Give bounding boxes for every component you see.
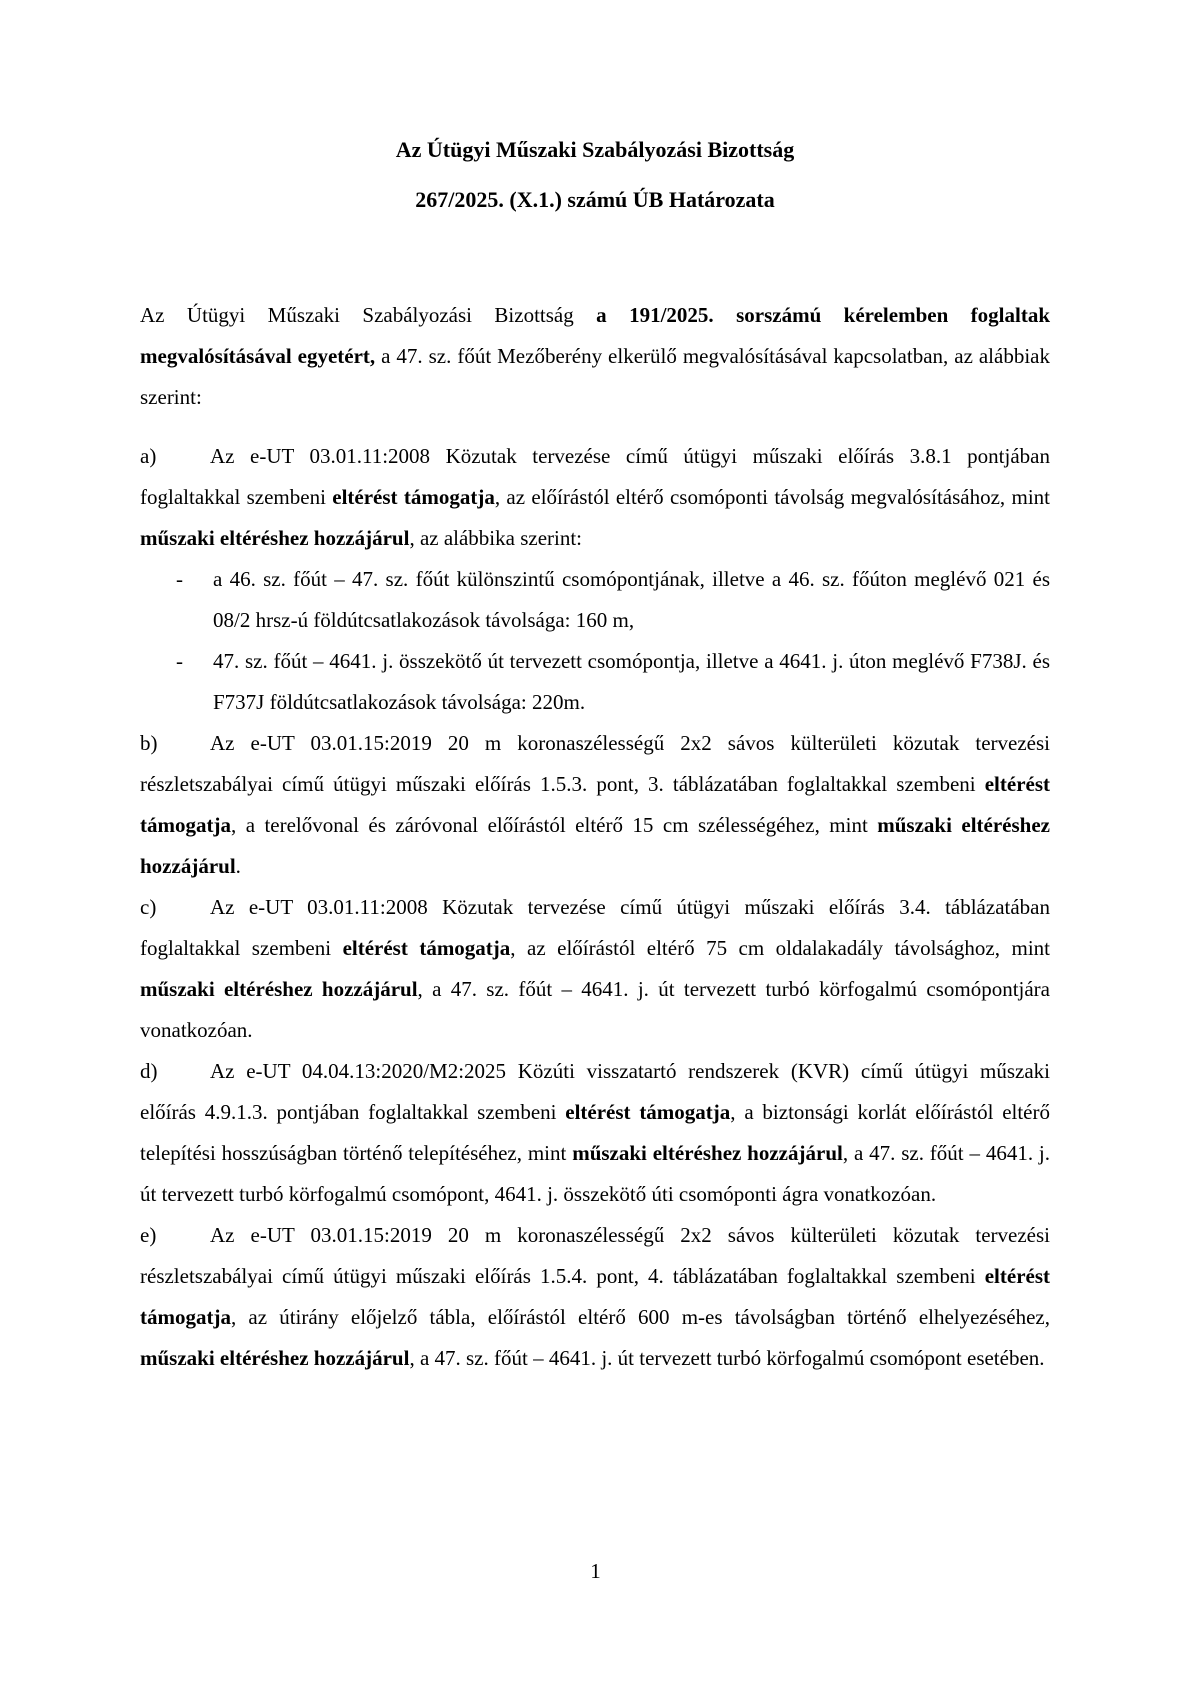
text-run: Az e-UT 03.01.15:2019 20 m koronaszélességű 2x2 sávos külterületi közutak tervezési részletszabályai című útügyi műszaki előírás 1.5.4. pont, 4. táblázatában foglaltakkal szembeni <box>140 1223 1050 1288</box>
bold-text-run: eltérést támogatja <box>565 1100 731 1124</box>
text-run: a 47. sz. főút Mezőberény elkerülő megvalósításával kapcsolatban, az alábbiak szerint: <box>140 344 1050 409</box>
title-line-1: Az Útügyi Műszaki Szabályozási Bizottság <box>395 137 795 162</box>
document-body <box>140 295 1050 1379</box>
text-run: 47. sz. főút – 4641. j. összekötő út tervezett csomópontja, illetve a 4641. j. úton meglévő F738J. és F737J földútcsatlakozások távolsága: 220m. <box>213 649 1050 714</box>
text-run: Az e-UT 03.01.15:2019 20 m koronaszélességű 2x2 sávos külterületi közutak tervezési részletszabályai című útügyi műszaki előírás 1.5.3. pont, 3. táblázatában foglaltakkal szembeni <box>140 731 1050 796</box>
text-run: , az útirány előjelző tábla, előírástól eltérő 600 m-es távolságban történő elhelyezéséhez, <box>230 1305 1050 1329</box>
dash-marker: - <box>176 649 183 673</box>
dash-marker: - <box>176 567 183 591</box>
text-run: , az előírástól eltérő csomóponti távolság megvalósításához, mint <box>494 485 1050 509</box>
bold-text-run: eltérést támogatja <box>140 1264 1050 1329</box>
section-letter: a) <box>140 444 157 468</box>
section-letter: b) <box>140 731 158 755</box>
text-run: , a 47. sz. főút – 4641. j. út tervezett turbó körfogalmú csomópont, 4641. j. összekötő úti csomóponti ágra vonatkozóan. <box>140 1141 1050 1206</box>
text-run: a 46. sz. főút – 47. sz. főút különszintű csomópontjának, illetve a 46. sz. főúton meglévő 021 és 08/2 hrsz-ú földútcsatlakozások távolsága: 160 m, <box>213 567 1050 632</box>
text-run: Az Útügyi Műszaki Szabályozási Bizottság <box>140 303 597 327</box>
text-run: Az e-UT 03.01.11:2008 Közutak tervezése című útügyi műszaki előírás 3.4. táblázatában foglaltakkal szembeni <box>140 895 1050 960</box>
bold-text-run: műszaki eltéréshez hozzájárul <box>140 813 1050 878</box>
text-run: , az előírástól eltérő 75 cm oldalakadály távolsághoz, mint <box>510 936 1050 960</box>
bold-text-run: műszaki eltéréshez hozzájárul <box>140 1346 410 1370</box>
bold-text-run: eltérést támogatja <box>140 772 1050 837</box>
text-run: , a terelővonal és záróvonal előírástól eltérő 15 cm szélességéhez, mint <box>230 813 878 837</box>
bold-text-run: műszaki eltéréshez hozzájárul <box>572 1141 843 1165</box>
title-line-2: 267/2025. (X.1.) számú ÚB Határozata <box>415 187 775 212</box>
text-run: , a 47. sz. főút – 4641. j. út tervezett turbó körfogalmú csomópontjára vonatkozóan. <box>140 977 1050 1042</box>
intro-paragraph <box>140 295 1050 418</box>
section-a <box>140 436 1050 559</box>
dash-item <box>140 559 1050 641</box>
section-b <box>140 723 1050 887</box>
page-number: 1 <box>590 1559 601 1583</box>
bold-text-run: eltérést támogatja <box>342 936 511 960</box>
bold-text-run: műszaki eltéréshez hozzájárul <box>140 526 410 550</box>
dash-item <box>140 641 1050 723</box>
text-run: . <box>235 854 241 878</box>
text-run: , a 47. sz. főút – 4641. j. út tervezett turbó körfogalmú csomópont esetében. <box>409 1346 1045 1370</box>
text-run: , a biztonsági korlát előírástól eltérő telepítési hosszúságban történő telepítéséhez, mint <box>140 1100 1050 1165</box>
bold-text-run: műszaki eltéréshez hozzájárul <box>140 977 418 1001</box>
bold-text-run: eltérést támogatja <box>332 485 495 509</box>
text-run: Az e-UT 04.04.13:2020/M2:2025 Közúti visszatartó rendszerek (KVR) című útügyi műszaki előírás 4.9.1.3. pontjában foglaltakkal szembeni <box>140 1059 1050 1124</box>
section-d <box>140 1051 1050 1215</box>
section-c <box>140 887 1050 1051</box>
section-letter: d) <box>140 1059 158 1083</box>
document-title <box>140 125 1050 225</box>
bold-text-run: a 191/2025. sorszámú kérelemben foglaltak megvalósításával egyetért, <box>140 303 1050 368</box>
text-run: , az alábbika szerint: <box>409 526 583 550</box>
section-e <box>140 1215 1050 1379</box>
section-letter: c) <box>140 895 157 919</box>
section-letter: e) <box>140 1223 157 1247</box>
text-run: Az e-UT 03.01.11:2008 Közutak tervezése című útügyi műszaki előírás 3.8.1 pontjában foglaltakkal szembeni <box>140 444 1050 509</box>
